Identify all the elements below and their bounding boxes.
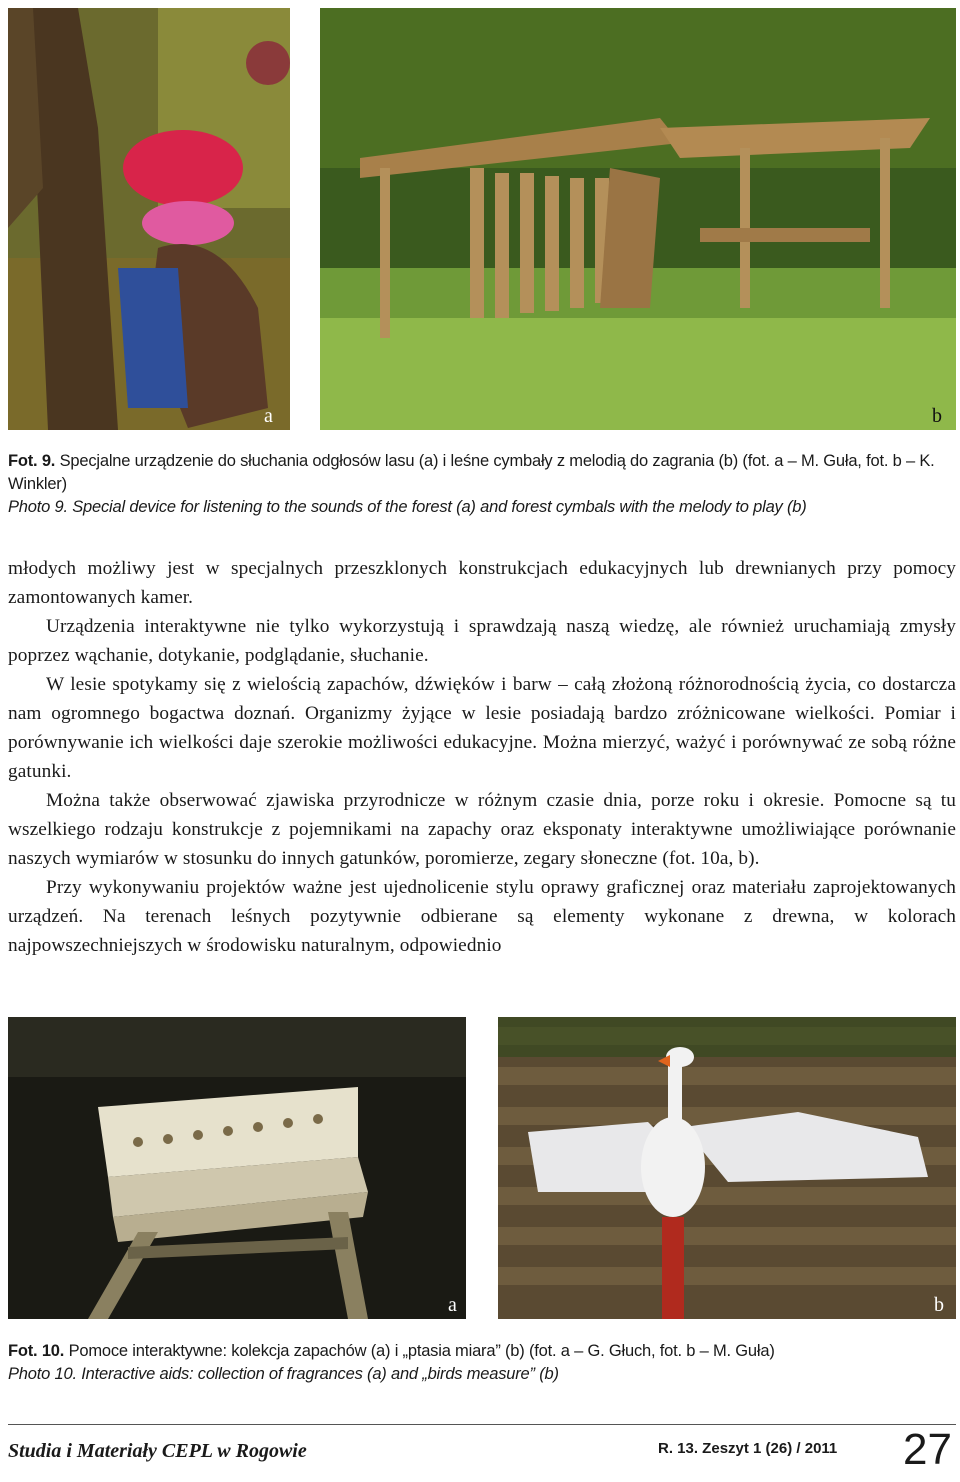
caption-fot-9-text: Specjalne urządzenie do słuchania odgłosów lasu (a) i leśne cymbały z melodią do zagrania (b) (fot. a – M. Guła, fot. b – K. Winkler) <box>8 452 935 493</box>
footer-rule <box>8 1424 956 1425</box>
caption-fot-10-en: Photo 10. Interactive aids: collection of fragrances (a) and „birds measure” (b) <box>8 1365 559 1383</box>
photo-10b-letter: b <box>934 1294 944 1316</box>
footer-issue: R. 13. Zeszyt 1 (26) / 2011 <box>658 1440 838 1457</box>
caption-fot-10-pl <box>8 1340 958 1363</box>
caption-fot-10 <box>8 1340 958 1386</box>
caption-fot-9-en: Photo 9. Special device for listening to the sounds of the forest (a) and forest cymbals with the melody to play (b) <box>8 498 807 516</box>
caption-fot-9-number: Fot. 9. <box>8 452 56 470</box>
page-number: 27 <box>903 1425 952 1474</box>
photo-9a-letter: a <box>264 405 273 427</box>
photo-10a <box>8 1017 466 1319</box>
caption-fot-9-pl <box>8 450 958 496</box>
paragraph-1: młodych możliwy jest w specjalnych przeszklonych konstrukcjach edukacyjnych lub drewnianych przy pomocy zamontowanych kamer. <box>8 558 956 608</box>
caption-fot-10-text: Pomoce interaktywne: kolekcja zapachów (a) i „ptasia miara” (b) (fot. a – G. Głuch, fot. b – M. Guła) <box>68 1342 775 1360</box>
paragraph-5: Przy wykonywaniu projektów ważne jest ujednolicenie stylu oprawy graficznej oraz materiału zaprojektowanych urządzeń. Na terenach leśnych pozytywnie odbierane są elementy wykonane z drewna, w kolorach najpowszechniejszych w środowisku naturalnym, odpowiednio <box>8 877 956 956</box>
photo-10a-letter: a <box>448 1294 457 1316</box>
photo-9b <box>320 8 956 430</box>
photo-9b-letter: b <box>932 405 942 427</box>
photo-9a <box>8 8 290 430</box>
caption-fot-10-number: Fot. 10. <box>8 1342 65 1360</box>
caption-fot-9 <box>8 450 958 519</box>
paragraph-3: W lesie spotykamy się z wielością zapachów, dźwięków i barw – całą złożoną różnorodnością życia, co dostarcza nam ogromnego bogactwa doznań. Organizmy żyjące w lesie posiadają bardzo zróżnicowane wielkości. Pomiar i porównywanie ich wielkości daje szerokie możliwości edukacyjne. Można mierzyć, ważyć i porównywać ze sobą różne gatunki. <box>8 674 956 782</box>
footer-journal: Studia i Materiały CEPL w Rogowie <box>8 1440 307 1462</box>
photo-10b <box>498 1017 956 1319</box>
paragraph-4: Można także obserwować zjawiska przyrodnicze w różnym czasie dnia, porze roku i okresie. Pomocne są tu wszelkiego rodzaju konstrukcje z pojemnikami na zapachy oraz eksponaty interaktywne umożliwiające porównanie naszych wymiarów w stosunku do innych gatunków, poromierze, zegary słoneczne (fot. 10a, b). <box>8 790 956 869</box>
body-text <box>8 554 956 960</box>
paragraph-2: Urządzenia interaktywne nie tylko wykorzystują i sprawdzają naszą wiedzę, ale również uruchamiają zmysły poprzez wąchanie, dotykanie, podglądanie, słuchanie. <box>8 616 956 666</box>
